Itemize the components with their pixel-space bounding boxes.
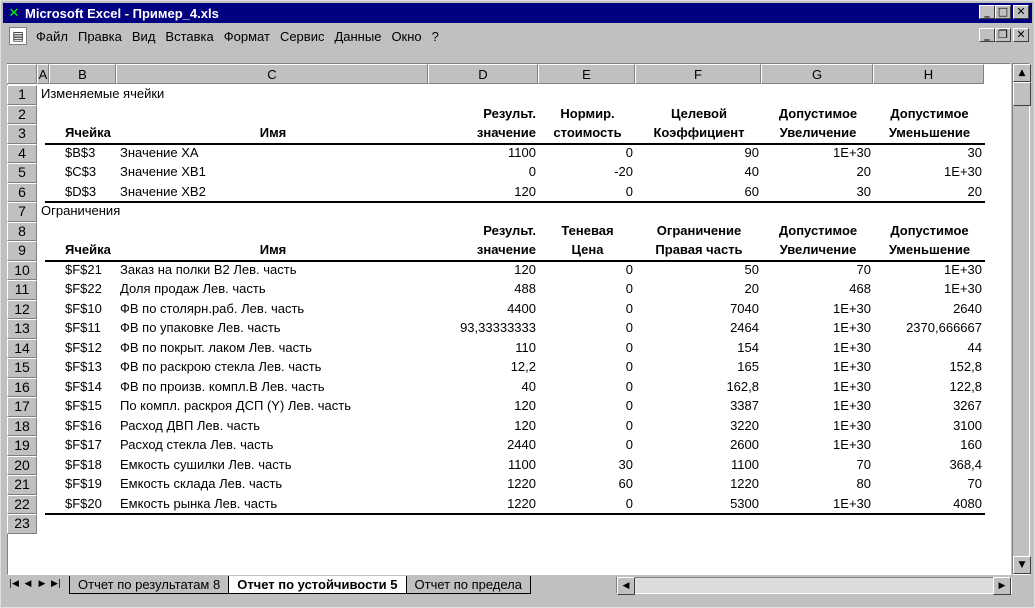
row-header[interactable]: 2 [7,105,37,125]
column-title[interactable]: Увеличение [779,125,857,140]
table-cell[interactable]: 2370,666667 [906,320,982,335]
table-cell[interactable]: $F$21 [65,261,102,277]
menu-data[interactable]: Данные [334,28,382,44]
column-title[interactable]: Теневая [561,222,614,238]
table-cell[interactable]: 60 [618,476,633,491]
table-cell[interactable]: 4080 [953,495,982,511]
table-cell[interactable]: 0 [528,164,536,179]
table-cell[interactable]: 60 [744,183,759,199]
first-sheet-icon[interactable]: |◀ [9,579,19,589]
table-cell[interactable]: 3220 [730,417,759,433]
table-cell[interactable]: 12,2 [510,359,536,374]
scroll-down-icon[interactable]: ▼ [1013,556,1031,574]
table-cell[interactable]: 2600 [730,437,759,452]
maximize-button[interactable]: □ [995,5,1011,19]
table-cell[interactable]: $B$3 [65,144,96,160]
column-title[interactable]: Уменьшение [888,242,971,257]
table-cell[interactable]: 1E+30 [833,300,871,316]
title-bar [3,3,1032,23]
excel-x-icon[interactable]: ✕ [8,5,20,21]
table-cell[interactable]: 1E+30 [833,144,871,160]
table-cell[interactable]: 0 [625,417,633,433]
row-header[interactable]: 21 [7,475,37,495]
row-header[interactable]: 22 [7,495,37,515]
table-cell[interactable]: 1E+30 [833,417,871,433]
column-title[interactable]: Уменьшение [888,125,971,140]
column-headers [7,64,984,84]
table-cell[interactable]: 368,4 [949,456,982,472]
table-cell[interactable]: 1E+30 [833,437,871,452]
table-cell[interactable]: Расход ДВП Лев. часть [120,417,261,433]
table-cell[interactable]: 0 [625,359,633,374]
document-caption-buttons [979,28,1029,42]
table-cell[interactable]: Значение XB1 [120,164,206,179]
table-cell[interactable]: 0 [625,261,633,277]
column-title[interactable]: Допустимое [778,222,858,238]
column-title[interactable]: Нормир. [560,105,615,121]
table-cell[interactable]: 2464 [730,320,759,335]
column-header-d[interactable]: D [428,64,538,84]
table-cell[interactable]: 1100 [731,456,759,472]
table-cell[interactable]: 1220 [730,476,759,491]
table-cell[interactable]: Заказ на полки B2 Лев. часть [120,261,297,277]
column-title[interactable]: Допустимое [778,105,858,121]
table-cell[interactable]: 5300 [730,495,759,511]
table-cell[interactable]: $F$16 [65,417,102,433]
doc-close-button[interactable]: ✕ [1013,28,1029,42]
table-cell[interactable]: 152,8 [949,359,982,374]
table-cell[interactable]: 1E+30 [833,495,871,511]
table-cell[interactable]: 120 [514,261,536,277]
table-cell[interactable]: ФВ по столярн.раб. Лев. часть [120,300,305,316]
table-cell[interactable]: 1220 [507,495,536,511]
table-cell[interactable]: 1E+30 [833,320,871,335]
table-cell[interactable]: ФВ по раскрою стекла Лев. часть [120,359,322,374]
vertical-scrollbar[interactable] [1012,63,1030,575]
table-cell[interactable]: $F$12 [65,339,102,355]
table-cell[interactable]: 4400 [507,300,536,316]
sheet-tab-results[interactable]: Отчет по результатам 8 [69,576,229,594]
row-header[interactable]: 20 [7,456,37,476]
table-cell[interactable]: 80 [856,476,871,491]
column-header-h[interactable]: H [873,64,984,84]
table-cell[interactable]: 20 [744,281,759,296]
table-cell[interactable]: Емкость склада Лев. часть [120,476,283,491]
column-title[interactable]: Ограничение [656,222,742,238]
table-cell[interactable]: Расход стекла Лев. часть [120,437,274,452]
column-title[interactable]: Допустимое [890,105,969,121]
scroll-left-icon[interactable]: ◀ [617,577,635,595]
table-cell[interactable]: 1E+30 [944,164,982,179]
table-cell[interactable]: 0 [625,378,633,394]
table-cell[interactable]: 1E+30 [833,398,871,413]
menu-edit[interactable]: Правка [77,28,122,44]
column-title[interactable]: Ячейка [65,125,111,140]
row-header[interactable]: 12 [7,300,37,320]
row-header[interactable]: 3 [7,124,37,144]
table-cell[interactable]: $F$20 [65,495,102,511]
table-cell[interactable]: ФВ по произв. компл.В Лев. часть [120,378,325,394]
document-icon[interactable]: ▤ [9,27,27,45]
table-cell[interactable]: 40 [521,378,536,394]
column-title[interactable]: Ячейка [65,242,111,257]
table-cell[interactable]: 20 [856,164,871,179]
table-cell[interactable]: 2440 [507,437,536,452]
doc-restore-button[interactable]: ❐ [995,28,1011,42]
table-cell[interactable]: 1E+30 [833,339,871,355]
row-header[interactable]: 11 [7,280,37,300]
row-header[interactable]: 7 [7,202,37,222]
column-title[interactable]: Цена [571,242,604,257]
row-header[interactable]: 10 [7,261,37,281]
table-cell[interactable]: Емкость сушилки Лев. часть [120,456,292,472]
window-title: Microsoft Excel - Пример_4.xls [25,5,219,21]
window-caption-buttons [979,5,1029,19]
horizontal-scrollbar[interactable] [616,577,1012,594]
row-header[interactable]: 14 [7,339,37,359]
column-title[interactable]: Имя [259,242,287,257]
table-cell[interactable]: 3100 [953,417,982,433]
table-cell[interactable]: $F$18 [65,456,102,472]
menu-format[interactable]: Формат [223,28,270,44]
table-cell[interactable]: $F$19 [65,476,102,491]
table-cell[interactable]: ФВ по покрыт. лаком Лев. часть [120,339,312,355]
column-title[interactable]: Целевой [671,105,727,121]
column-header-e[interactable]: E [538,64,635,84]
table-cell[interactable]: 122,8 [949,378,982,394]
sheet-tab-limits[interactable]: Отчет по предела [406,576,532,594]
scroll-right-icon[interactable]: ▶ [993,577,1011,595]
table-cell[interactable]: 1220 [507,476,536,491]
next-sheet-icon[interactable]: ▶ [38,579,46,589]
table-cell[interactable]: 1100 [508,144,536,160]
table-cell[interactable]: $F$11 [65,320,101,335]
table-cell[interactable]: 120 [514,183,536,199]
row-header[interactable]: 6 [7,183,37,203]
table-cell[interactable]: 0 [625,183,633,199]
column-header-b[interactable]: B [49,64,116,84]
row-header[interactable]: 15 [7,358,37,378]
menu-tools[interactable]: Сервис [279,28,325,44]
scroll-thumb[interactable] [1013,82,1031,106]
row-header[interactable]: 17 [7,397,37,417]
table-cell[interactable]: 0 [625,300,633,316]
row-header[interactable]: 18 [7,417,37,437]
menu-window[interactable]: Окно [391,28,422,44]
row-header[interactable]: 8 [7,222,37,242]
table-cell[interactable]: 1E+30 [944,261,982,277]
table-cell[interactable]: 70 [856,261,871,277]
table-cell[interactable]: -20 [614,164,633,179]
table-cell[interactable]: 3267 [953,398,982,413]
column-header-c[interactable]: C [116,64,428,84]
table-cell[interactable]: ФВ по упаковке Лев. часть [120,320,281,335]
table-cell[interactable]: Значение XB2 [120,183,206,199]
section-title[interactable]: Ограничения [41,203,121,218]
table-cell[interactable]: 0 [625,144,633,160]
table-cell[interactable]: 0 [625,281,633,296]
menu-view[interactable]: Вид [131,28,156,44]
column-title[interactable]: Коэффициент [653,125,745,140]
column-title[interactable]: стоимость [553,125,622,140]
table-cell[interactable]: $C$3 [65,164,97,179]
table-rule [45,513,985,515]
table-cell[interactable]: 3387 [730,398,759,413]
scroll-up-icon[interactable]: ▲ [1013,64,1031,82]
column-title[interactable]: Допустимое [890,222,969,238]
row-header[interactable]: 19 [7,436,37,456]
table-cell[interactable]: 70 [967,476,982,491]
last-sheet-icon[interactable]: ▶| [51,579,61,589]
column-header-g[interactable]: G [761,64,873,84]
row-header[interactable]: 9 [7,241,37,261]
table-cell[interactable]: 120 [514,398,536,413]
prev-sheet-icon[interactable]: ◀ [24,579,32,589]
select-all-corner[interactable] [7,64,37,84]
table-cell[interactable]: 1E+30 [944,281,982,296]
table-cell[interactable]: 162,8 [726,378,759,394]
table-cell[interactable]: $F$22 [65,281,102,296]
column-title[interactable]: значение [476,242,536,257]
menu-bar [3,25,1032,47]
table-cell[interactable]: $F$14 [65,378,102,394]
row-header[interactable]: 13 [7,319,37,339]
sheet-tab-sensitivity[interactable]: Отчет по устойчивости 5 [228,576,406,594]
table-cell[interactable]: $F$17 [65,437,102,452]
doc-minimize-button[interactable]: _ [979,28,995,42]
table-cell[interactable]: 1E+30 [833,378,871,394]
column-title[interactable]: Увеличение [779,242,857,257]
table-cell[interactable]: 154 [737,339,759,355]
table-cell[interactable]: 93,33333333 [460,320,536,335]
table-cell[interactable]: 120 [514,417,536,433]
menu-help[interactable]: ? [431,28,439,44]
table-cell[interactable]: 488 [514,281,536,296]
table-cell[interactable]: 160 [960,437,982,452]
minimize-button[interactable]: _ [979,5,995,19]
column-title[interactable]: Результ. [483,222,536,238]
section-title[interactable]: Изменяемые ячейки [41,86,165,101]
table-cell[interactable]: $F$10 [65,300,102,316]
table-cell[interactable]: 90 [744,144,759,160]
table-cell[interactable]: Доля продаж Лев. часть [120,281,266,296]
row-header[interactable]: 4 [7,144,37,164]
table-cell[interactable]: 0 [625,495,633,511]
table-cell[interactable]: 110 [515,339,536,355]
table-cell[interactable]: 468 [849,281,871,296]
row-header[interactable]: 5 [7,163,37,183]
column-header-f[interactable]: F [635,64,761,84]
row-header[interactable]: 1 [7,85,37,105]
column-title[interactable]: значение [476,125,536,140]
table-cell[interactable]: 44 [967,339,982,355]
column-title[interactable]: Результ. [483,105,536,121]
column-header-a[interactable]: A [37,64,49,84]
table-cell[interactable]: 70 [856,456,871,472]
table-cell[interactable]: 0 [625,339,633,355]
table-cell[interactable]: 30 [856,183,871,199]
menu-file[interactable]: Файл [36,28,68,44]
table-cell[interactable]: Значение XA [120,144,199,160]
table-cell[interactable]: Емкость рынка Лев. часть [120,495,278,511]
table-cell[interactable]: 7040 [730,300,759,316]
menu-insert[interactable]: Вставка [165,28,214,44]
column-title[interactable]: Правая часть [655,242,743,257]
close-button[interactable]: ✕ [1013,5,1029,19]
table-cell[interactable]: 0 [625,398,633,413]
column-title[interactable]: Имя [259,125,287,140]
table-cell[interactable]: 1100 [508,456,536,472]
table-cell[interactable]: $F$13 [65,359,102,374]
row-header[interactable]: 23 [7,514,37,534]
table-cell[interactable]: 2640 [953,300,982,316]
table-cell[interactable]: 0 [625,437,633,452]
table-cell[interactable]: 50 [744,261,759,277]
table-cell[interactable]: $F$15 [65,398,102,413]
table-cell[interactable]: 40 [744,164,759,179]
table-cell[interactable]: 165 [737,359,759,374]
table-cell[interactable]: 30 [618,456,633,472]
table-cell[interactable]: $D$3 [65,183,97,199]
table-cell[interactable]: 0 [625,320,633,335]
table-cell[interactable]: 20 [967,183,982,199]
table-cell[interactable]: 30 [967,144,982,160]
table-cell[interactable]: По компл. раскроя ДСП (Y) Лев. часть [120,398,352,413]
row-header[interactable]: 16 [7,378,37,398]
table-cell[interactable]: 1E+30 [833,359,871,374]
